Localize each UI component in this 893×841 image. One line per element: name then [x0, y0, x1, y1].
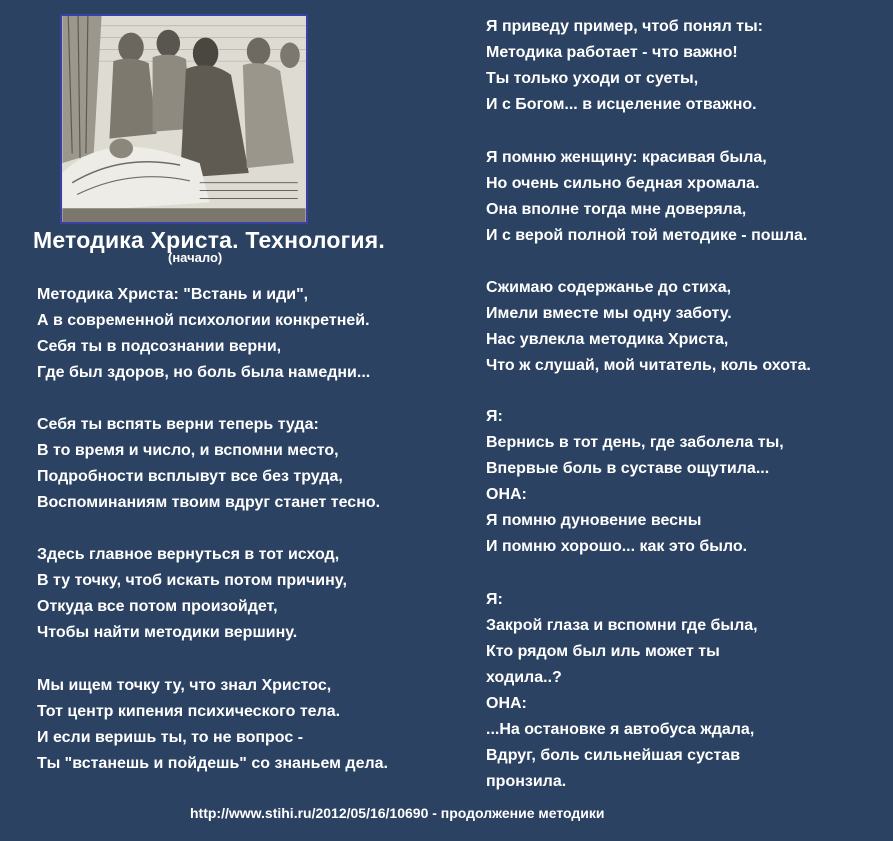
- right-stanza-1: [486, 14, 763, 118]
- right-stanza-2: [486, 145, 807, 249]
- verse-line: И с Богом... в исцеление отважно.: [486, 96, 757, 113]
- verse-line: Я приведу пример, чтоб понял ты:: [486, 18, 763, 35]
- verse-line: Подробности всплывут все без труда,: [37, 468, 343, 485]
- page-subtitle: (начало): [168, 250, 223, 265]
- speaker-label: Я:: [486, 408, 503, 425]
- verse-line: пронзила.: [486, 773, 567, 790]
- verse-line: Впервые боль в суставе ощутила...: [486, 460, 770, 477]
- verse-line: В ту точку, чтоб искать потом причину,: [37, 572, 347, 589]
- verse-line: Себя ты в подсознании верни,: [37, 338, 282, 355]
- verse-line: И с верой полной той методике - пошла.: [486, 227, 808, 244]
- verse-line: Она вполне тогда мне доверяла,: [486, 201, 747, 218]
- page-title: Методика Христа. Технология.: [33, 227, 385, 253]
- left-stanza-3: [37, 542, 347, 646]
- left-stanza-1: [37, 282, 370, 386]
- speaker-label: Я:: [486, 591, 503, 608]
- verse-line: Чтобы найти методики вершину.: [37, 624, 298, 641]
- verse-line: Мы ищем точку ту, что знал Христос,: [37, 677, 332, 694]
- verse-line: Где был здоров, но боль была намедни...: [37, 364, 371, 381]
- verse-line: Ты "встанешь и пойдешь" со знаньем дела.: [37, 755, 388, 772]
- verse-line: И если веришь ты, то не вопрос -: [37, 729, 304, 746]
- verse-line: Сжимаю содержанье до стиха,: [486, 279, 732, 296]
- verse-line: Методика Христа: "Встань и иди",: [37, 286, 309, 303]
- verse-line: Но очень сильно бедная хромала.: [486, 175, 760, 192]
- verse-line: Кто рядом был иль может ты: [486, 643, 720, 660]
- dialogue-block-1: [486, 404, 784, 560]
- left-stanza-2: [37, 412, 380, 516]
- verse-line: А в современной психологии конкретней.: [37, 312, 370, 329]
- verse-line: Здесь главное вернуться в тот исход,: [37, 546, 340, 563]
- verse-line: Ты только уходи от суеты,: [486, 70, 699, 87]
- verse-line: Я помню женщину: красивая была,: [486, 149, 767, 166]
- verse-line: Имели вместе мы одну заботу.: [486, 305, 732, 322]
- verse-line: Что ж слушай, мой читатель, коль охота.: [486, 357, 811, 374]
- verse-line: Себя ты вспять верни теперь туда:: [37, 416, 319, 433]
- verse-line: Откуда все потом произойдет,: [37, 598, 278, 615]
- speaker-label: ОНА:: [486, 486, 527, 503]
- dialogue-block-2: [486, 587, 758, 795]
- engraving-illustration: [60, 14, 308, 224]
- verse-line: ходила..?: [486, 669, 562, 686]
- left-stanza-4: [37, 673, 388, 777]
- verse-line: Методика работает - что важно!: [486, 44, 738, 61]
- engraving-image: [62, 16, 306, 222]
- verse-line: Я помню дуновение весны: [486, 512, 702, 529]
- verse-line: Вдруг, боль сильнейшая сустав: [486, 747, 741, 764]
- verse-line: И помню хорошо... как это было.: [486, 538, 748, 555]
- verse-line: Вернись в тот день, где заболела ты,: [486, 434, 784, 451]
- verse-line: Закрой глаза и вспомни где была,: [486, 617, 758, 634]
- verse-line: ...На остановке я автобуса ждала,: [486, 721, 755, 738]
- right-stanza-3: [486, 275, 811, 379]
- verse-line: Нас увлекла методика Христа,: [486, 331, 729, 348]
- continuation-link[interactable]: http://www.stihi.ru/2012/05/16/10690 - продолжение методики: [190, 805, 605, 821]
- speaker-label: ОНА:: [486, 695, 527, 712]
- verse-line: Тот центр кипения психического тела.: [37, 703, 341, 720]
- verse-line: В то время и число, и вспомни место,: [37, 442, 339, 459]
- verse-line: Воспоминаниям твоим вдруг станет тесно.: [37, 494, 381, 511]
